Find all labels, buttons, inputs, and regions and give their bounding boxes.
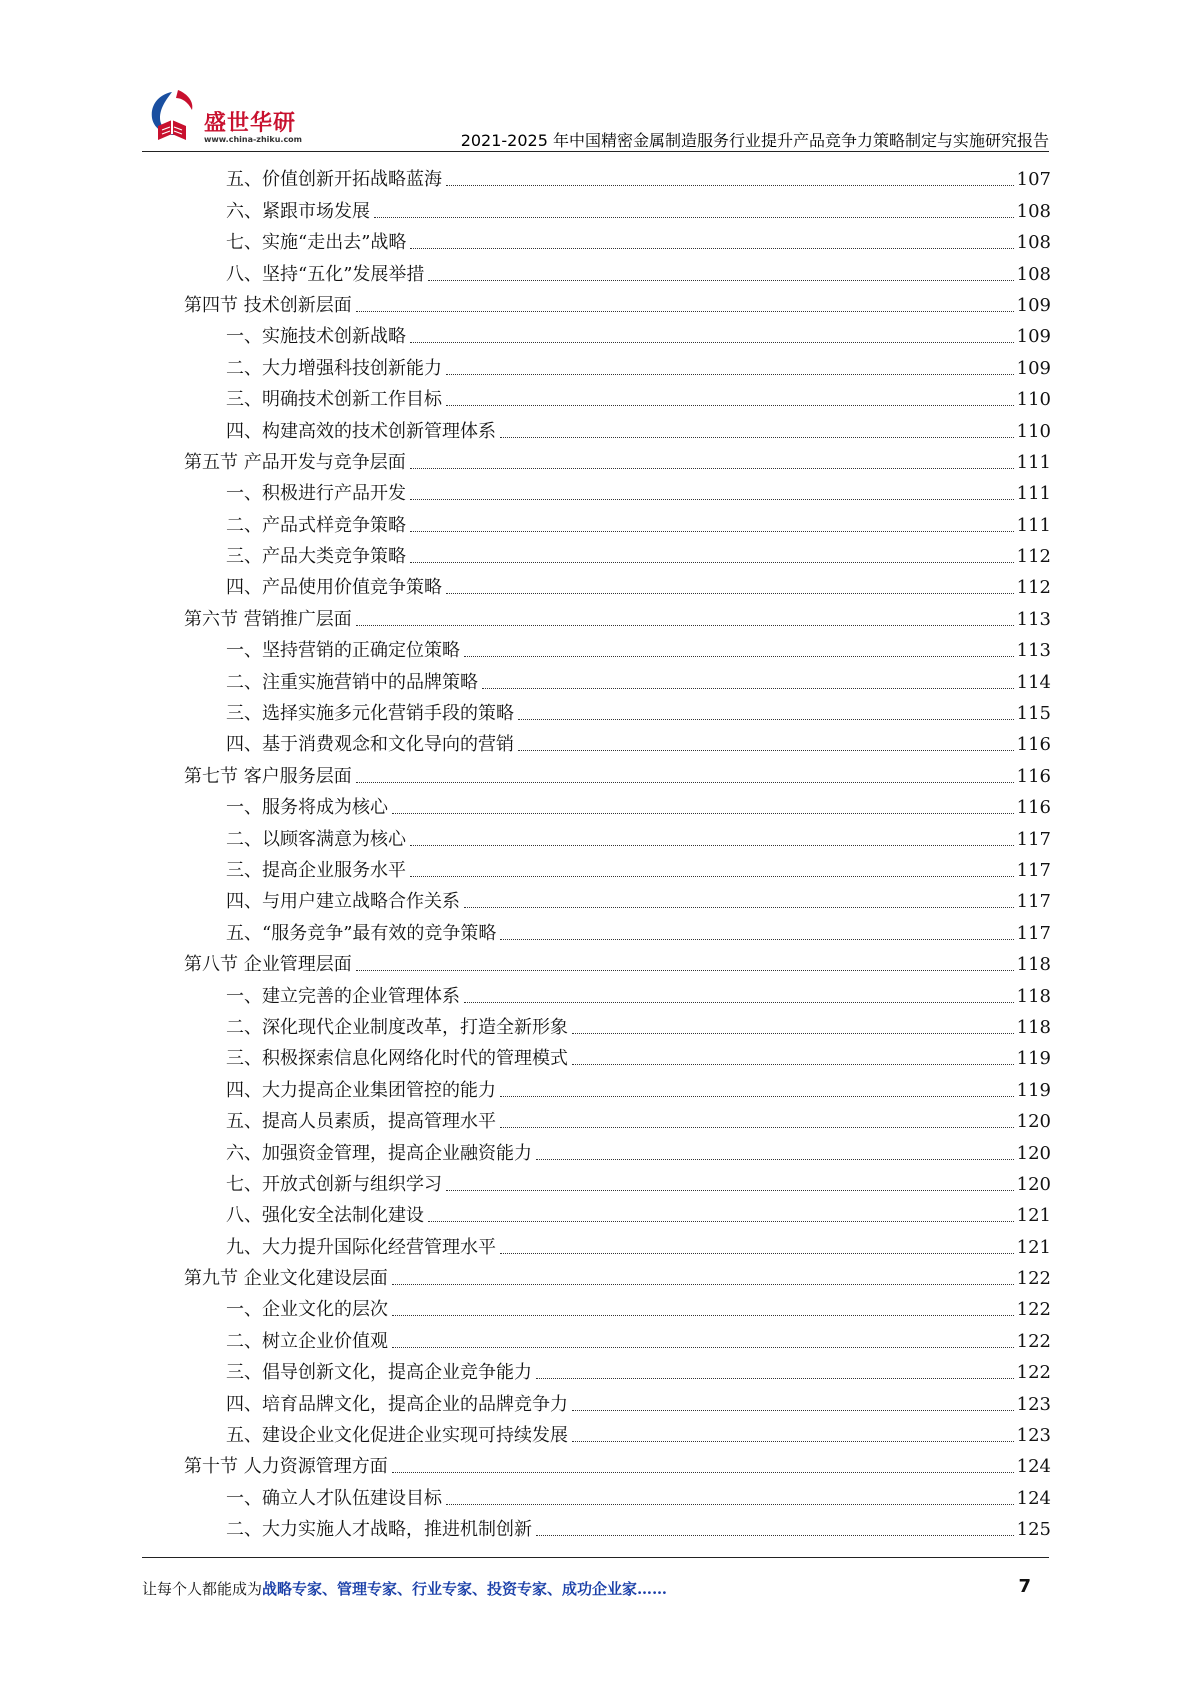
toc-dot-leader: [356, 970, 1014, 971]
toc-subsection-entry[interactable]: [184, 694, 1051, 725]
toc-subsection-entry[interactable]: [184, 505, 1051, 536]
toc-page-number: 117: [1016, 828, 1051, 850]
toc-entry-title: 一、实施技术创新战略: [226, 326, 406, 348]
toc-entry-title: 五、“服务竞争”最有效的竞争策略: [226, 922, 497, 944]
toc-section-entry[interactable]: [184, 599, 1051, 630]
toc-subsection-entry[interactable]: [184, 1133, 1051, 1164]
toc-page-number: 110: [1016, 420, 1051, 442]
toc-entry-title: 一、确立人才队伍建设目标: [226, 1487, 442, 1509]
toc-page-number: 118: [1016, 954, 1051, 976]
toc-dot-leader: [482, 688, 1014, 689]
toc-page-number: 115: [1016, 703, 1051, 725]
toc-subsection-entry[interactable]: [184, 1290, 1051, 1321]
toc-subsection-entry[interactable]: [184, 725, 1051, 756]
logo-url: www.china-zhiku.com: [204, 135, 303, 144]
toc-entry-title: 七、实施“走出去”战略: [226, 232, 407, 254]
toc-dot-leader: [410, 876, 1014, 877]
header-divider: [142, 151, 1049, 152]
toc-page-number: 108: [1016, 200, 1051, 222]
toc-page-number: 109: [1016, 357, 1051, 379]
toc-entry-title: 二、产品式样竞争策略: [226, 514, 406, 536]
toc-subsection-entry[interactable]: [184, 1102, 1051, 1133]
page-number: 7: [1018, 1576, 1031, 1597]
toc-section-entry[interactable]: [184, 1447, 1051, 1478]
toc-dot-leader: [446, 405, 1014, 406]
toc-dot-leader: [410, 248, 1013, 249]
toc-subsection-entry[interactable]: [184, 851, 1051, 882]
toc-entry-title: 一、积极进行产品开发: [226, 483, 406, 505]
toc-dot-leader: [410, 562, 1014, 563]
toc-subsection-entry[interactable]: [184, 1321, 1051, 1352]
toc-subsection-entry[interactable]: [184, 1478, 1051, 1509]
toc-dot-leader: [392, 1315, 1014, 1316]
toc-page-number: 121: [1016, 1236, 1051, 1258]
toc-entry-title: 二、树立企业价值观: [226, 1330, 388, 1352]
toc-dot-leader: [500, 1096, 1014, 1097]
toc-entry-title: 七、开放式创新与组织学习: [226, 1173, 442, 1195]
toc-subsection-entry[interactable]: [184, 1008, 1051, 1039]
toc-page-number: 122: [1016, 1299, 1051, 1321]
toc-page-number: 107: [1016, 169, 1051, 191]
toc-subsection-entry[interactable]: [184, 1070, 1051, 1101]
toc-page-number: 113: [1016, 640, 1051, 662]
toc-dot-leader: [356, 311, 1014, 312]
toc-subsection-entry[interactable]: [184, 254, 1051, 285]
toc-entry-title: 五、建设企业文化促进企业实现可持续发展: [226, 1425, 568, 1447]
toc-section-entry[interactable]: [184, 286, 1051, 317]
toc-subsection-entry[interactable]: [184, 662, 1051, 693]
toc-subsection-entry[interactable]: [184, 380, 1051, 411]
toc-entry-title: 五、提高人员素质，提高管理水平: [226, 1111, 496, 1133]
toc-entry-title: 三、产品大类竞争策略: [226, 546, 406, 568]
toc-subsection-entry[interactable]: [184, 976, 1051, 1007]
toc-entry-title: 三、提高企业服务水平: [226, 859, 406, 881]
toc-subsection-entry[interactable]: [184, 191, 1051, 222]
toc-dot-leader: [572, 1410, 1014, 1411]
toc-entry-title: 三、倡导创新文化，提高企业竞争能力: [226, 1362, 532, 1384]
toc-entry-title: 八、强化安全法制化建设: [226, 1205, 424, 1227]
slogan-prefix: 让每个人都能成为: [142, 1580, 263, 1598]
toc-page-number: 121: [1016, 1205, 1051, 1227]
company-logo: [142, 86, 312, 150]
toc-entry-title: 三、选择实施多元化营销手段的策略: [226, 703, 514, 725]
toc-dot-leader: [428, 280, 1013, 281]
toc-page-number: 120: [1016, 1142, 1051, 1164]
toc-dot-leader: [500, 939, 1013, 940]
toc-subsection-entry[interactable]: [184, 1165, 1051, 1196]
toc-dot-leader: [428, 1221, 1014, 1222]
toc-subsection-entry[interactable]: [184, 631, 1051, 662]
toc-dot-leader: [572, 1033, 1014, 1034]
toc-section-entry[interactable]: [184, 443, 1051, 474]
toc-page-number: 108: [1016, 232, 1051, 254]
toc-subsection-entry[interactable]: [184, 317, 1051, 348]
toc-section-entry[interactable]: [184, 756, 1051, 787]
toc-entry-title: 九、大力提升国际化经营管理水平: [226, 1236, 496, 1258]
book-swoosh-icon: [142, 86, 204, 150]
table-of-contents: [184, 160, 1051, 1541]
toc-entry-title: 第九节 企业文化建设层面: [184, 1268, 388, 1290]
toc-dot-leader: [446, 185, 1014, 186]
toc-subsection-entry[interactable]: [184, 788, 1051, 819]
toc-page-number: 124: [1016, 1487, 1051, 1509]
toc-subsection-entry[interactable]: [184, 348, 1051, 379]
toc-subsection-entry[interactable]: [184, 411, 1051, 442]
toc-dot-leader: [446, 374, 1014, 375]
report-title: 2021-2025 年中国精密金属制造服务行业提升产品竞争力策略制定与实施研究报告: [460, 131, 1049, 150]
toc-page-number: 108: [1016, 263, 1051, 285]
toc-entry-title: 一、建立完善的企业管理体系: [226, 985, 460, 1007]
toc-dot-leader: [392, 1347, 1014, 1348]
toc-dot-leader: [356, 782, 1014, 783]
toc-dot-leader: [410, 845, 1014, 846]
toc-page-number: 109: [1016, 294, 1051, 316]
toc-entry-title: 第七节 客户服务层面: [184, 765, 352, 787]
toc-subsection-entry[interactable]: [184, 568, 1051, 599]
toc-page-number: 125: [1016, 1519, 1051, 1541]
toc-dot-leader: [410, 531, 1014, 532]
toc-dot-leader: [500, 1253, 1014, 1254]
toc-entry-title: 四、产品使用价值竞争策略: [226, 577, 442, 599]
toc-subsection-entry[interactable]: [184, 537, 1051, 568]
toc-dot-leader: [536, 1378, 1014, 1379]
toc-dot-leader: [392, 1284, 1014, 1285]
toc-subsection-entry[interactable]: [184, 1510, 1051, 1541]
toc-subsection-entry[interactable]: [184, 474, 1051, 505]
toc-dot-leader: [572, 1441, 1014, 1442]
toc-page-number: 118: [1016, 1016, 1051, 1038]
toc-section-entry[interactable]: [184, 1259, 1051, 1290]
toc-entry-title: 四、培育品牌文化，提高企业的品牌竞争力: [226, 1393, 568, 1415]
toc-page-number: 122: [1016, 1268, 1051, 1290]
toc-page-number: 109: [1016, 326, 1051, 348]
toc-page-number: 118: [1016, 985, 1051, 1007]
toc-dot-leader: [392, 813, 1014, 814]
toc-page-number: 123: [1016, 1425, 1051, 1447]
toc-page-number: 124: [1016, 1456, 1051, 1478]
toc-page-number: 111: [1016, 483, 1051, 505]
toc-dot-leader: [392, 1472, 1014, 1473]
toc-subsection-entry[interactable]: [184, 913, 1051, 944]
toc-dot-leader: [446, 1190, 1014, 1191]
toc-subsection-entry[interactable]: [184, 882, 1051, 913]
toc-subsection-entry[interactable]: [184, 1227, 1051, 1258]
toc-entry-title: 第十节 人力资源管理方面: [184, 1456, 388, 1478]
toc-dot-leader: [536, 1535, 1014, 1536]
toc-entry-title: 一、坚持营销的正确定位策略: [226, 640, 460, 662]
toc-page-number: 117: [1016, 922, 1051, 944]
toc-page-number: 120: [1016, 1111, 1051, 1133]
toc-entry-title: 四、大力提高企业集团管控的能力: [226, 1079, 496, 1101]
toc-dot-leader: [536, 1159, 1014, 1160]
toc-subsection-entry[interactable]: [184, 160, 1051, 191]
toc-subsection-entry[interactable]: [184, 1384, 1051, 1415]
toc-dot-leader: [500, 437, 1014, 438]
toc-page-number: 120: [1016, 1173, 1051, 1195]
toc-page-number: 122: [1016, 1362, 1051, 1384]
toc-dot-leader: [518, 750, 1014, 751]
toc-entry-title: 二、深化现代企业制度改革，打造全新形象: [226, 1016, 568, 1038]
toc-dot-leader: [464, 656, 1014, 657]
toc-entry-title: 六、加强资金管理，提高企业融资能力: [226, 1142, 532, 1164]
toc-page-number: 123: [1016, 1393, 1051, 1415]
toc-dot-leader: [410, 499, 1014, 500]
toc-entry-title: 三、明确技术创新工作目标: [226, 389, 442, 411]
toc-dot-leader: [410, 342, 1014, 343]
toc-page-number: 119: [1016, 1079, 1051, 1101]
toc-entry-title: 第六节 营销推广层面: [184, 608, 352, 630]
toc-page-number: 113: [1016, 608, 1051, 630]
toc-page-number: 112: [1016, 546, 1051, 568]
toc-page-number: 110: [1016, 389, 1051, 411]
slogan-highlight: 战略专家、管理专家、行业专家、投资专家、成功企业家……: [262, 1580, 668, 1598]
toc-entry-title: 第五节 产品开发与竞争层面: [184, 451, 406, 473]
toc-entry-title: 四、基于消费观念和文化导向的营销: [226, 734, 514, 756]
toc-subsection-entry[interactable]: [184, 223, 1051, 254]
toc-entry-title: 二、大力实施人才战略，推进机制创新: [226, 1519, 532, 1541]
toc-entry-title: 第八节 企业管理层面: [184, 954, 352, 976]
footer-divider: [142, 1557, 1049, 1558]
toc-page-number: 119: [1016, 1048, 1051, 1070]
footer-slogan: [142, 1578, 667, 1599]
toc-page-number: 117: [1016, 859, 1051, 881]
toc-page-number: 117: [1016, 891, 1051, 913]
toc-subsection-entry[interactable]: [184, 1196, 1051, 1227]
toc-entry-title: 五、价值创新开拓战略蓝海: [226, 169, 442, 191]
toc-entry-title: 二、注重实施营销中的品牌策略: [226, 671, 478, 693]
toc-page-number: 116: [1016, 734, 1051, 756]
toc-entry-title: 二、大力增强科技创新能力: [226, 357, 442, 379]
toc-dot-leader: [572, 1064, 1014, 1065]
toc-page-number: 111: [1016, 514, 1051, 536]
toc-dot-leader: [518, 719, 1014, 720]
toc-subsection-entry[interactable]: [184, 1353, 1051, 1384]
toc-dot-leader: [446, 1504, 1014, 1505]
toc-dot-leader: [356, 625, 1014, 626]
toc-page-number: 112: [1016, 577, 1051, 599]
toc-dot-leader: [464, 907, 1014, 908]
toc-subsection-entry[interactable]: [184, 1416, 1051, 1447]
toc-entry-title: 一、服务将成为核心: [226, 797, 388, 819]
toc-entry-title: 六、紧跟市场发展: [226, 200, 370, 222]
toc-dot-leader: [446, 593, 1014, 594]
toc-dot-leader: [500, 1127, 1014, 1128]
toc-entry-title: 三、积极探索信息化网络化时代的管理模式: [226, 1048, 568, 1070]
toc-page-number: 122: [1016, 1330, 1051, 1352]
toc-entry-title: 四、与用户建立战略合作关系: [226, 891, 460, 913]
toc-subsection-entry[interactable]: [184, 819, 1051, 850]
toc-section-entry[interactable]: [184, 945, 1051, 976]
toc-dot-leader: [410, 468, 1014, 469]
logo-name: 盛世华研: [204, 111, 297, 136]
toc-page-number: 116: [1016, 765, 1051, 787]
toc-page-number: 116: [1016, 797, 1051, 819]
toc-subsection-entry[interactable]: [184, 1039, 1051, 1070]
toc-entry-title: 二、以顾客满意为核心: [226, 828, 406, 850]
toc-entry-title: 八、坚持“五化”发展举措: [226, 263, 425, 285]
toc-page-number: 111: [1016, 451, 1051, 473]
toc-dot-leader: [464, 1002, 1014, 1003]
toc-entry-title: 一、企业文化的层次: [226, 1299, 388, 1321]
toc-page-number: 114: [1016, 671, 1051, 693]
toc-entry-title: 第四节 技术创新层面: [184, 294, 352, 316]
toc-entry-title: 四、构建高效的技术创新管理体系: [226, 420, 496, 442]
toc-dot-leader: [374, 217, 1014, 218]
